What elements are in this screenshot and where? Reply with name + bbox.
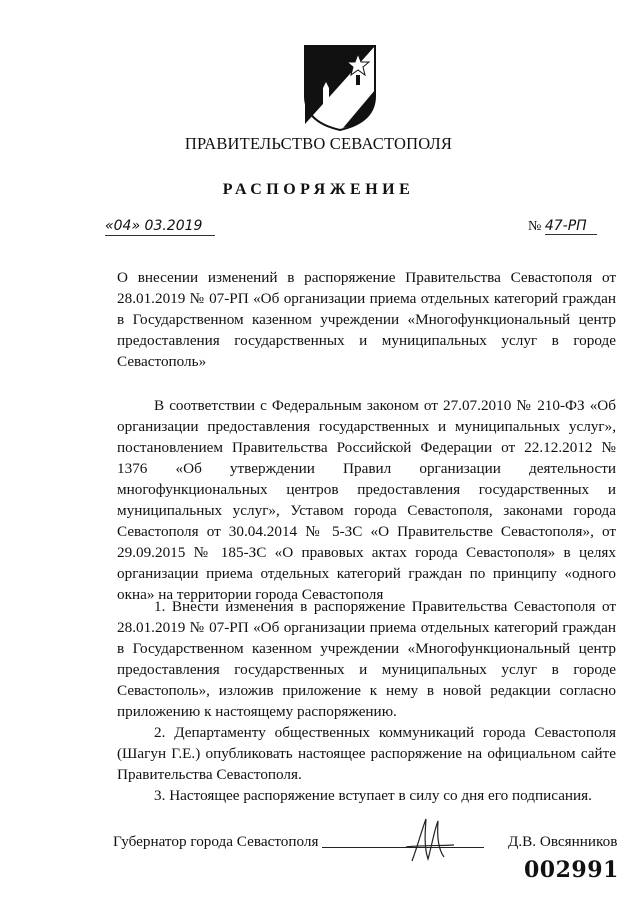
ordered-items xyxy=(117,596,616,806)
document-number xyxy=(528,218,598,235)
organization-name: ПРАВИТЕЛЬСТВО СЕВАСТОПОЛЯ xyxy=(184,134,453,153)
item-2: 2. Департаменту общественных коммуникаций города Севастополя (Шагун Г.Е.) опубликовать настоящее распоряжение на официальном сайте Правительства Севастополя. xyxy=(117,724,616,783)
number-prefix: № xyxy=(528,219,542,234)
serial-number: 002991 xyxy=(524,857,619,883)
coat-of-arms-emblem xyxy=(303,44,377,132)
preamble-paragraph: В соответствии с Федеральным законом от 27.07.2010 № 210-ФЗ «Об организации предоставления государственных и муниципальных услуг», постановлением Правительства Российской Федерации от 22.12.2012 № 1376 «Об утверждении Правил организации деятельности многофункциональных центров предоставления государственных и муниципальных услуг», Уставом города Севастополя, законами города Севастополя от 30.04.2014 № 5-ЗС «О Правительстве Севастополя», от 29.09.2015 № 185-ЗС «О правовых актах города Севастополя» в целях организации приема отдельных категорий граждан по принципу «одного окна» на территории города Севастополя xyxy=(117,397,616,603)
signatory-name: Д.В. Овсянников xyxy=(508,833,618,850)
number-handwritten: 47-РП xyxy=(544,218,587,234)
item-1: 1. Внести изменения в распоряжение Правительства Севастополя от 28.01.2019 № 07-РП «Об организации приема отдельных категорий граждан в Государственном казенном учреждении «Многофункциональный центр предоставления государственных и муниципальных услуг в городе Севастополь», изложив приложение к нему в новой редакции согласно приложению к настоящему распоряжению. xyxy=(117,598,616,720)
signature-line xyxy=(322,847,484,848)
signatory-position: Губернатор города Севастополя xyxy=(113,833,319,850)
item-3: 3. Настоящее распоряжение вступает в силу со дня его подписания. xyxy=(154,787,592,804)
document-date: «04» 03.2019 xyxy=(105,218,215,236)
handwritten-signature xyxy=(404,815,456,865)
document-type: РАСПОРЯЖЕНИЕ xyxy=(222,181,415,198)
document-subject: О внесении изменений в распоряжение Правительства Севастополя от 28.01.2019 № 07-РП «Об организации приема отдельных категорий граждан в Государственном казенном учреждении «Многофункциональный центр предоставления государственных и муниципальных услуг в городе Севастополь» xyxy=(117,269,616,370)
